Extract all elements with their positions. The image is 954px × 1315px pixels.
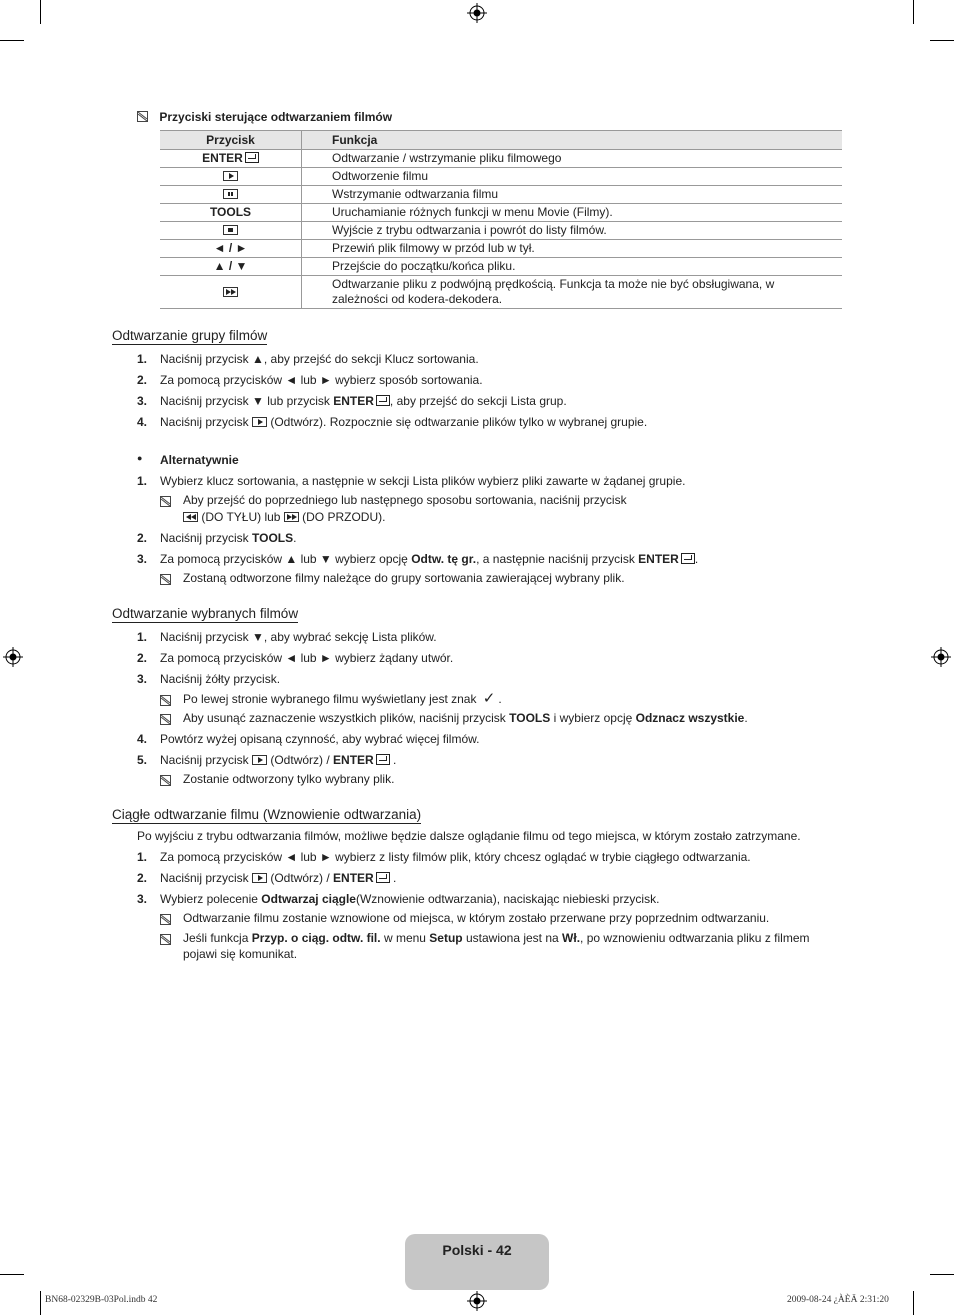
note-text: Zostaną odtworzone filmy należące do grupy sortowania zawierającej wybrany plik. [183, 571, 625, 585]
step-number: 3. [137, 892, 148, 906]
crop-mark [40, 0, 41, 24]
text-run: Jeśli funkcja [183, 931, 252, 945]
note-text: pojawi się komunikat. [183, 947, 298, 961]
table-title: Przyciski sterujące odtwarzaniem filmów [159, 110, 393, 124]
function-cell: Odtwarzanie pliku z podwójną prędkością. Funkcja ta może nie być obsługiwana, w zależności od kodera-dekodera. [302, 276, 843, 309]
play-icon [252, 755, 267, 765]
text-run: ENTER [333, 394, 374, 408]
note-text [183, 710, 748, 726]
text-run: (DO TYŁU) lub [198, 510, 284, 524]
note-marker [160, 694, 171, 708]
crop-mark [913, 1291, 914, 1315]
button-label: ENTER [202, 151, 243, 165]
text-run: (Wznowienie odtwarzania), naciskając niebieski przycisk. [355, 892, 660, 906]
function-cell: Przejście do początku/końca pliku. [302, 258, 843, 276]
note-icon [137, 111, 148, 122]
note-marker [160, 573, 171, 587]
intro-text: Po wyjściu z trybu odtwarzania filmów, możliwe będzie dalsze oglądanie filmu od tego miejsca, w którym zostało zatrzymane. [137, 829, 801, 843]
text-run: , a następnie naciśnij przycisk [476, 552, 639, 566]
note-text [183, 509, 385, 525]
step-text: Za pomocą przycisków ◄ lub ► wybierz z listy filmów plik, który chcesz oglądać w trybie ciągłego odtwarzania. [160, 850, 751, 864]
step-number: 2. [137, 871, 148, 885]
step-text: Naciśnij przycisk ▼, aby wybrać sekcję Lista plików. [160, 630, 437, 644]
note-marker [160, 774, 171, 788]
note-icon [160, 714, 171, 725]
table-row [160, 150, 842, 168]
section-heading: Ciągłe odtwarzanie filmu (Wznowienie odtwarzania) [112, 807, 422, 822]
enter-icon [376, 872, 390, 883]
step-number: 4. [137, 415, 148, 429]
crop-mark [0, 1274, 24, 1275]
table-row [160, 276, 842, 309]
step-number: 3. [137, 394, 148, 408]
note-icon [160, 695, 171, 706]
note-text: Odtwarzanie filmu zostanie wznowione od miejsca, w którym zostało przerwane przy poprzednim odtwarzaniu. [183, 911, 770, 925]
table-row [160, 186, 842, 204]
pause-icon [223, 189, 238, 199]
function-cell: Uruchamianie różnych funkcji w menu Movie (Filmy). [302, 204, 843, 222]
button-cell: TOOLS [160, 204, 302, 222]
note-text [183, 691, 502, 707]
text-run: . [744, 711, 748, 725]
note-text: Zostanie odtworzony tylko wybrany plik. [183, 772, 395, 786]
text-run: , aby przejść do sekcji Lista grup. [389, 394, 567, 408]
text-run: Za pomocą przycisków ▲ lub ▼ wybierz opcję [160, 552, 412, 566]
text-run: Wł. [562, 931, 581, 945]
text-run: . [389, 871, 397, 885]
text-run: (DO PRZODU). [298, 510, 386, 524]
crop-mark [930, 1274, 954, 1275]
step-number: 1. [137, 850, 148, 864]
button-cell: ▲ / ▼ [160, 258, 302, 276]
step-number: 1. [137, 352, 148, 366]
button-cell [160, 276, 302, 309]
section-heading: Odtwarzanie wybranych filmów [112, 606, 299, 621]
fast-forward-icon [284, 512, 299, 522]
step-text: Naciśnij przycisk ▲, aby przejść do sekcji Klucz sortowania. [160, 352, 479, 366]
step-text [160, 530, 296, 546]
text-run: Aby usunąć zaznaczenie wszystkich plików, naciśnij przycisk [183, 711, 510, 725]
enter-icon [245, 152, 259, 163]
step-number: 4. [137, 732, 148, 746]
note-icon [160, 775, 171, 786]
step-number: 3. [137, 672, 148, 686]
text-run: Odtw. tę gr. [411, 552, 477, 566]
table-row [160, 258, 842, 276]
step-text: Za pomocą przycisków ◄ lub ► wybierz sposób sortowania. [160, 373, 483, 387]
text-run: Po lewej stronie wybranego filmu wyświetlany jest znak [183, 692, 480, 706]
text-run: w menu [380, 931, 430, 945]
step-number: 1. [137, 630, 148, 644]
text-run: ENTER [333, 871, 374, 885]
play-icon [223, 171, 238, 181]
stop-icon [223, 225, 238, 235]
table-row [160, 168, 842, 186]
text-run: ENTER [638, 552, 679, 566]
checkmark-icon: ✓ [482, 690, 496, 707]
function-cell: Odtwarzanie / wstrzymanie pliku filmowego [302, 150, 843, 168]
step-text [160, 870, 396, 886]
enter-icon [681, 553, 695, 564]
registration-mark-icon [467, 3, 487, 23]
step-text [160, 891, 659, 907]
crop-mark [930, 40, 954, 41]
crop-mark [40, 1291, 41, 1315]
button-cell [160, 186, 302, 204]
note-icon [160, 574, 171, 585]
step-text: Naciśnij żółty przycisk. [160, 672, 281, 686]
fast-forward-icon [223, 287, 238, 297]
step-number: 3. [137, 552, 148, 566]
text-run: . [293, 531, 297, 545]
text-run: TOOLS [252, 531, 294, 545]
text-run: Naciśnij przycisk [160, 753, 253, 767]
text-run: , po wznowieniu odtwarzania pliku z filmem [580, 931, 810, 945]
step-text: Wybierz klucz sortowania, a następnie w sekcji Lista plików wybierz pliki zawarte w żądanej grupie. [160, 474, 686, 488]
table-caption [137, 110, 392, 124]
bullet-icon: ● [137, 453, 143, 463]
function-cell: Odtworzenie filmu [302, 168, 843, 186]
button-cell: ◄ / ► [160, 240, 302, 258]
table-header-row [160, 131, 842, 150]
text-run: i wybierz opcję [550, 711, 636, 725]
table-row [160, 222, 842, 240]
button-cell [160, 168, 302, 186]
step-number: 2. [137, 651, 148, 665]
crop-mark [0, 40, 24, 41]
text-run: Wybierz polecenie [160, 892, 262, 906]
function-cell: Przewiń plik filmowy w przód lub w tył. [302, 240, 843, 258]
step-number: 2. [137, 531, 148, 545]
section-heading: Odtwarzanie grupy filmów [112, 328, 268, 343]
text-run: Naciśnij przycisk [160, 415, 253, 429]
step-number: 1. [137, 474, 148, 488]
step-text [160, 551, 698, 567]
text-run: (Odtwórz) / [267, 753, 334, 767]
text-run: TOOLS [509, 711, 551, 725]
note-icon [160, 496, 171, 507]
note-marker [160, 913, 171, 927]
column-header-button: Przycisk [160, 131, 302, 150]
step-number: 2. [137, 373, 148, 387]
play-icon [252, 417, 267, 427]
note-icon [160, 914, 171, 925]
print-date-info: 2009-08-24 ¿ÀÈÄ 2:31:20 [787, 1295, 889, 1305]
note-marker [160, 713, 171, 727]
step-text [160, 414, 647, 430]
note-text: Aby przejść do poprzedniego lub następnego sposobu sortowania, naciśnij przycisk [183, 493, 627, 507]
text-run: . [694, 552, 699, 566]
text-run: Odznacz wszystkie [635, 711, 745, 725]
table-row [160, 204, 842, 222]
table-row [160, 240, 842, 258]
function-cell: Wstrzymanie odtwarzania filmu [302, 186, 843, 204]
page-number: Polski - 42 [442, 1242, 512, 1258]
step-text: Za pomocą przycisków ◄ lub ► wybierz żądany utwór. [160, 651, 454, 665]
text-run: Odtwarzaj ciągle [261, 892, 356, 906]
text-run: Naciśnij przycisk ▼ lub przycisk [160, 394, 334, 408]
registration-mark-icon [931, 647, 951, 667]
text-run: ENTER [333, 753, 374, 767]
play-icon [252, 873, 267, 883]
text-run: (Odtwórz). Rozpocznie się odtwarzanie plików tylko w wybranej grupie. [267, 415, 648, 429]
text-run: . [389, 753, 397, 767]
enter-icon [376, 754, 390, 765]
step-number: 5. [137, 753, 148, 767]
button-cell [160, 150, 302, 168]
function-cell: Wyjście z trybu odtwarzania i powrót do listy filmów. [302, 222, 843, 240]
subheading: Alternatywnie [160, 453, 239, 467]
registration-mark-icon [467, 1291, 487, 1311]
controls-table [160, 130, 842, 309]
column-header-function: Funkcja [302, 131, 843, 150]
text-run: ustawiona jest na [462, 931, 563, 945]
note-marker [160, 495, 171, 509]
print-file-info: BN68-02329B-03Pol.indb 42 [45, 1295, 158, 1305]
text-run: . [498, 692, 502, 706]
text-run: Naciśnij przycisk [160, 871, 253, 885]
button-cell [160, 222, 302, 240]
text-run: Naciśnij przycisk [160, 531, 253, 545]
enter-icon [376, 395, 390, 406]
registration-mark-icon [3, 647, 23, 667]
text-run: (Odtwórz) / [267, 871, 334, 885]
text-run: Setup [429, 931, 463, 945]
step-text [160, 752, 396, 768]
step-text: Powtórz wyżej opisaną czynność, aby wybrać więcej filmów. [160, 732, 480, 746]
step-text [160, 393, 567, 409]
note-icon [160, 934, 171, 945]
crop-mark [913, 0, 914, 24]
note-text [183, 930, 809, 946]
rewind-icon [183, 512, 198, 522]
text-run: Przyp. o ciąg. odtw. fil. [251, 931, 381, 945]
note-marker [160, 933, 171, 947]
